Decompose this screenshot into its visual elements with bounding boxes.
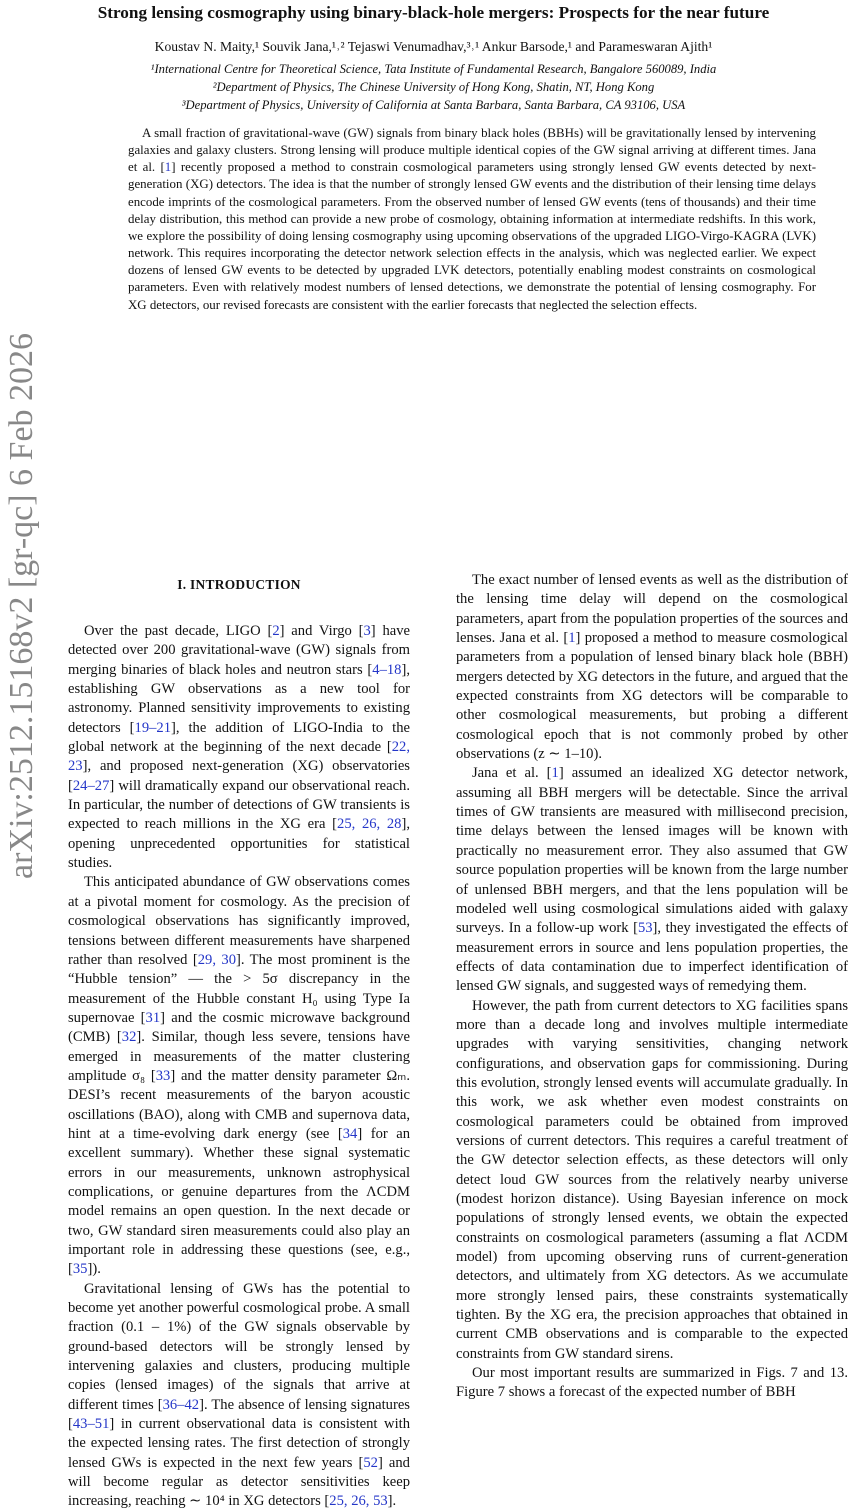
body-paragraph: The exact number of lensed events as well as the distribution of the lensing time delay will depend on the cosmological parameters, apart from the population properties of the sources and lenses. Jana et al. [1] proposed a method to measure cosmological parameters from a population of lensed binary black hole (BBH) mergers detected by XG detectors in the future, and argued that the expected constraints from XG detectors will be comparable to other cosmological measurements, but probing a different cosmological epoch that is not commonly probed by other observations (z ∼ 1–10). (456, 572, 848, 763)
left-column (68, 622, 410, 1512)
citation-link[interactable]: 1 (568, 630, 576, 647)
citation-link[interactable]: 1 (551, 765, 559, 782)
paper-title: Strong lensing cosmography using binary-black-hole mergers: Prospects for the near future (97, 3, 770, 22)
citation-link[interactable]: 31 (145, 1009, 161, 1026)
arxiv-identifier-stamp[interactable]: arXiv:2512.15168v2 [gr-qc] 6 Feb 2026 (3, 332, 40, 879)
citation-link[interactable]: 32 (121, 1029, 137, 1046)
body-paragraph: This anticipated abundance of GW observations comes at a pivotal moment for cosmology. As the precision of cosmological observations has significantly improved, tensions between different measurements have sharpened rather than resolved [29, 30]. The most prominent is the “Hubble tension” — the > 5σ discrepancy in the measurement of the Hubble constant H₀ using Type Ia supernovae [31] and the cosmic microwave background (CMB) [32]. Similar, though less severe, tensions have emerged in measurements of the matter clustering amplitude σ₈ [33] and the matter density parameter Ωₘ. DESI’s recent measurements of the baryon acoustic oscillations (BAO), along with CMB and supernova data, hint at a time-evolving dark energy (see [34] for an excellent summary). Whether these signal systematic errors in our measurements, unknown astrophysical complications, or genuine departures from the ΛCDM model remains an open question. In the next decade or two, GW standard siren measurements could also play an important role in addressing these questions (see, e.g., [35]). (68, 874, 411, 1278)
author-list: Koustav N. Maity,¹ Souvik Jana,¹˒² Tejaswi Venumadhav,³˒¹ Ankur Barsode,¹ and Parameswaran Ajith¹ (154, 39, 713, 54)
citation-link[interactable]: 35 (72, 1261, 88, 1278)
citation-link[interactable]: 53 (637, 920, 653, 937)
affiliation-1: ¹International Centre for Theoretical Science, Tata Institute of Fundamental Research, Bangalore 560089, India (150, 62, 717, 76)
citation-link[interactable]: 3 (363, 623, 371, 639)
body-paragraph: Jana et al. [1] assumed an idealized XG detector network, assuming all BBH mergers will be detectable. Since the arrival times of GW transients are measured with millisecond precision, time delays between the lensed images will be known with practically no measurement error. They also assumed that GW source population properties will be known from the large number of unlensed BBH mergers, and that the lens population will be modeled well using cosmological simulations aided with galaxy surveys. In a follow-up work [53], they investigated the effects of measurement errors in source and lens population properties, the effects of data contamination due to imperfect identification of lensed GW signals, and suggested ways of remedying them. (456, 765, 848, 995)
citation-link[interactable]: 36–42 (162, 1396, 200, 1413)
citation-link[interactable]: 25, 26, 28 (337, 816, 402, 833)
affiliation-3: ³Department of Physics, University of California at Santa Barbara, Santa Barbara, CA 93106, USA (181, 98, 686, 112)
body-paragraph: Gravitational lensing of GWs has the potential to become yet another powerful cosmological probe. A small fraction (0.1 – 1%) of the GW signals observable by ground-based detectors will be strongly lensed by intervening galaxies and clusters, producing multiple copies (lensed images) of the signals that arrive at different times [36–42]. The absence of lensing signatures [43–51] in current observational data is consistent with the expected lensing rates. The first detection of strongly lensed GWs is expected in the next few years [52] and will become regular as detector sensitivities keep increasing, reaching ∼ 10⁴ in XG detectors [25, 26, 53]. (68, 1280, 410, 1510)
affiliation-2: ²Department of Physics, The Chinese University of Hong Kong, Shatin, NT, Hong Kong (212, 80, 655, 94)
citation-link[interactable]: 22, 23 (68, 739, 410, 775)
citation-link[interactable]: 29, 30 (197, 951, 236, 968)
citation-link[interactable]: 33 (155, 1067, 171, 1084)
section-heading-introduction: I. INTRODUCTION (177, 577, 301, 592)
citation-link[interactable]: 4–18 (372, 661, 402, 678)
citation-link[interactable]: 2 (272, 623, 280, 639)
abstract: A small fraction of gravitational-wave (GW) signals from binary black holes (BBHs) will be gravitationally lensed by intervening galaxies and galaxy clusters. Strong lensing will produce multiple identical copies of the GW signal arriving at different times. Jana et al. [1] recently proposed a method to constrain cosmological parameters using strongly lensed GW events detected by next-generation (XG) detectors. The idea is that the number of strongly lensed GW events and the distribution of their lensing time delays encode imprints of the cosmological parameters. From the observed number of lensed GW events (tens of thousands) and their time delay distribution, this method can provide a new probe of cosmology, obtaining information at intermediate redshifts. In this work, we explore the possibility of doing lensing cosmography using upcoming observations of the upgraded LIGO-Virgo-KAGRA (LVK) network. This requires incorporating the detector network selection effects in the analysis, which was neglected earlier. We expect dozens of lensed GW events to be detected by upgraded LVK detectors, potentially enabling modest constraints on cosmological parameters. Even with relatively modest numbers of lensed detections, we demonstrate the potential of lensing cosmography. For XG detectors, our revised forecasts are consistent with the earlier forecasts that neglected the selection effects. (128, 126, 816, 312)
body-paragraph: Over the past decade, LIGO [2] and Virgo [3] have detected over 200 gravitational-wave (GW) signals from merging binaries of black holes and neutron stars [4–18], establishing GW observations as a new tool for astronomy. Planned sensitivity improvements to existing detectors [19–21], the addition of LIGO-India to the global network at the beginning of the next decade [22, 23], and proposed next-generation (XG) observatories [24–27] will dramatically expand our observational reach. In particular, the number of detections of GW transients is expected to reach millions in the XG era [25, 26, 28], opening unprecedented opportunities for statistical studies. (68, 623, 410, 872)
citation-link[interactable]: 19–21 (134, 719, 171, 736)
body-paragraph: However, the path from current detectors to XG facilities spans more than a decade long and involves multiple intermediate upgrades with varying sensitivities, changing network configurations, and observation gaps for commissioning. During this evolution, strongly lensed events will accumulate gradually. In this work, we ask whether even modest constraints on cosmological parameters could be obtained from improved versions of current detectors. This requires a careful treatment of the GW detector selection effects, as these detectors will only detect loud GW sources from the relatively nearby universe (modest horizon distance). Using Bayesian inference on mock populations of strongly lensed events, we obtain the expected constraints on cosmological parameters (assuming a flat ΛCDM model) from upcoming observing runs of current-generation detectors, and ultimately from XG detectors. As we accumulate more strongly lensed pairs, these constraints systematically tighten. By the XG era, the precision approaches that obtained in current CMB observations and is comparable to the expected constraints from GW standard sirens. (456, 997, 848, 1362)
body-paragraph: Our most important results are summarized in Figs. 7 and 13. Figure 7 shows a forecast of the expected number of BBH (456, 1365, 848, 1401)
citation-link[interactable]: 43–51 (72, 1416, 110, 1433)
citation-link[interactable]: 52 (363, 1454, 378, 1471)
citation-link[interactable]: 24–27 (72, 777, 110, 794)
citation-link[interactable]: 25, 26, 53 (329, 1493, 388, 1510)
citation-link[interactable]: 1 (164, 160, 172, 175)
citation-link[interactable]: 34 (342, 1125, 358, 1142)
right-column (456, 571, 848, 1403)
